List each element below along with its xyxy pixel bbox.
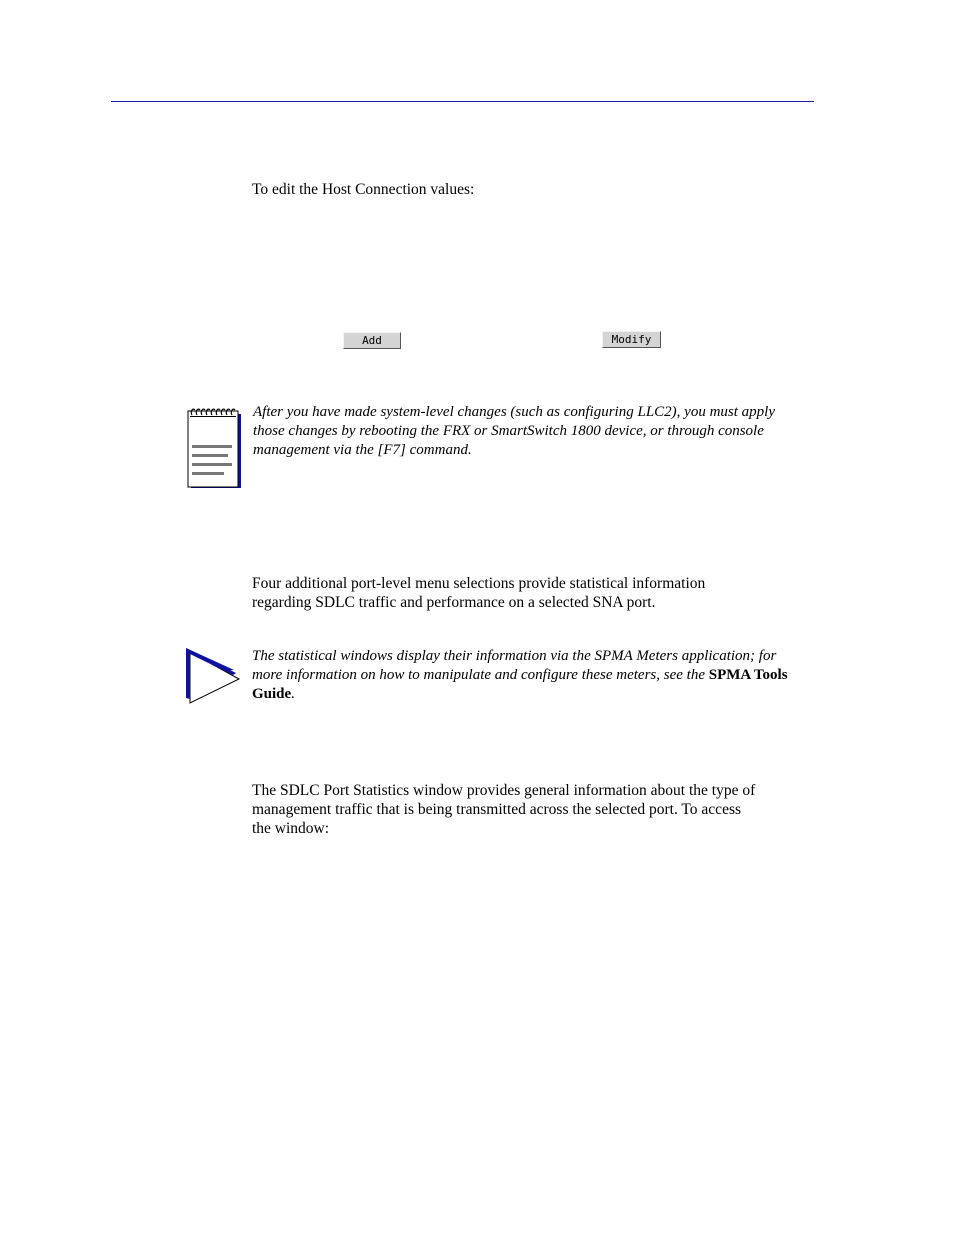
note-line: management via the [F7] command. xyxy=(253,442,472,458)
header-rule xyxy=(111,101,814,102)
statistics-intro xyxy=(252,574,812,612)
spma-tools-guide-ref: SPMA Tools xyxy=(708,667,788,683)
notepad-icon xyxy=(186,405,244,491)
port-statistics-text xyxy=(252,781,814,838)
paragraph-line: regarding SDLC traffic and performance on a selected SNA port. xyxy=(252,594,656,611)
note-spma-meters xyxy=(252,647,814,704)
note-system-changes xyxy=(253,403,813,460)
note-line: The statistical windows display their information via the SPMA Meters application; for xyxy=(252,648,777,664)
note-line xyxy=(252,666,814,685)
modify-button[interactable]: Modify xyxy=(602,331,661,348)
paragraph-line: management traffic that is being transmitted across the selected port. To access xyxy=(252,801,742,818)
note-text: more information on how to manipulate and configure these meters, see the xyxy=(252,667,709,683)
add-button[interactable]: Add xyxy=(343,332,401,349)
triangle-pointer-icon xyxy=(184,646,242,706)
note-text: . xyxy=(291,686,295,702)
note-line: those changes by rebooting the FRX or SmartSwitch 1800 device, or through console xyxy=(253,423,764,439)
paragraph-line: Four additional port-level menu selections provide statistical information xyxy=(252,575,706,592)
spma-tools-guide-ref-cont: Guide xyxy=(252,686,292,702)
note-line: After you have made system-level changes (such as configuring LLC2), you must apply xyxy=(253,404,775,420)
intro-text: To edit the Host Connection values: xyxy=(252,181,475,198)
note-line xyxy=(252,685,814,704)
paragraph-line: the window: xyxy=(252,820,330,837)
paragraph-line: The SDLC Port Statistics window provides general information about the type of xyxy=(252,782,756,799)
